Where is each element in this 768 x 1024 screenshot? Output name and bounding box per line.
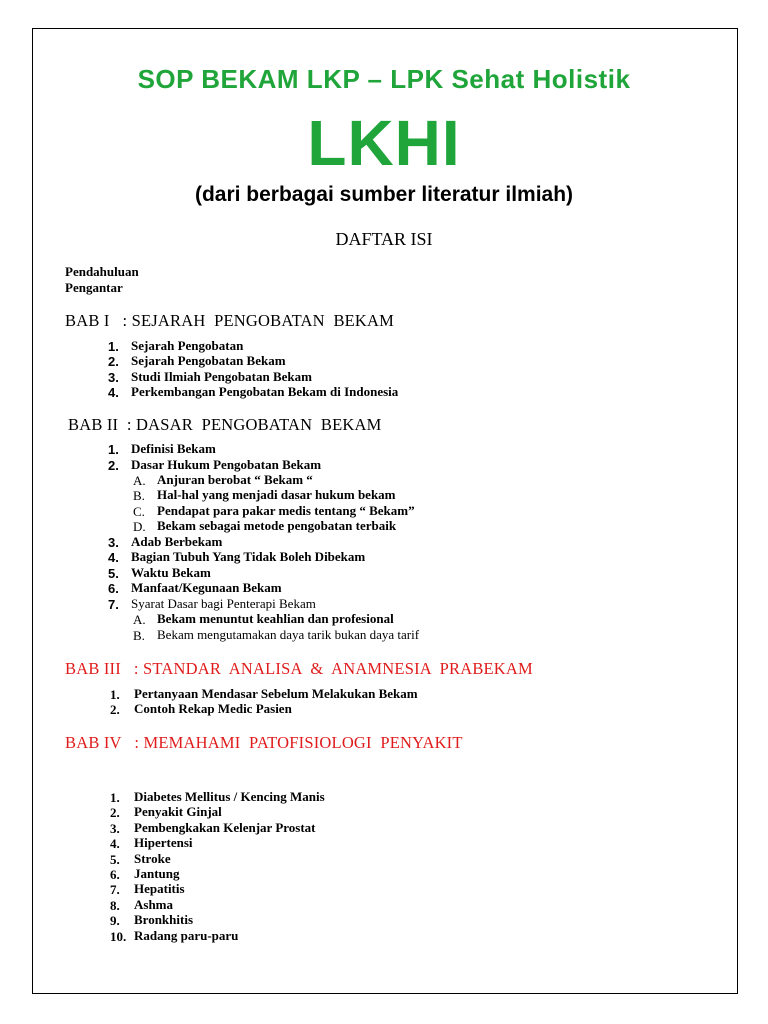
bab2-item-text: Bekam mengutamakan daya tarik bukan daya tarif — [157, 627, 420, 642]
bab2-item — [108, 457, 322, 475]
bab4-item-number: 9. — [110, 913, 120, 928]
bab3-item-number: 1. — [110, 687, 120, 702]
bab2-item-number: 2. — [108, 458, 119, 473]
document-acronym: LKHI — [307, 107, 461, 179]
bab2-item-number: C. — [133, 504, 145, 519]
bab2-item-text: Definisi Bekam — [131, 441, 216, 456]
bab4-item-text: Radang paru-paru — [134, 928, 239, 943]
bab4-item-number: 5. — [110, 852, 120, 867]
bab2-item-text: Adab Berbekam — [131, 534, 223, 549]
bab4-item-number: 7. — [110, 882, 120, 897]
bab4-item-number: 1. — [110, 790, 120, 805]
bab4-item-text: Ashma — [134, 897, 174, 912]
bab2-item-text: Anjuran berobat “ Bekam “ — [157, 472, 313, 487]
bab2-item-text: Syarat Dasar bagi Penterapi Bekam — [131, 596, 316, 611]
bab2-item-text: Bekam sebagai metode pengobatan terbaik — [157, 518, 397, 533]
bab4-item-number: 10. — [110, 929, 127, 944]
bab4-item-text: Hipertensi — [134, 835, 193, 850]
bab2-title: BAB II : DASAR PENGOBATAN BEKAM — [68, 415, 382, 434]
bab1-item-number: 3. — [108, 370, 119, 385]
bab3-item-text: Pertanyaan Mendasar Sebelum Melakukan Bekam — [134, 686, 418, 701]
bab2-item-number: 7. — [108, 597, 119, 612]
bab2-item-number: 1. — [108, 442, 119, 457]
bab3-item — [110, 701, 292, 719]
bab2-item-number: A. — [133, 612, 146, 627]
bab2-item-number: B. — [133, 488, 145, 503]
bab3-title: BAB III : STANDAR ANALISA & ANAMNESIA PRABEKAM — [65, 659, 533, 678]
bab2-item-text: Dasar Hukum Pengobatan Bekam — [131, 457, 322, 472]
bab2-item — [133, 627, 420, 645]
bab4-item-text: Hepatitis — [134, 881, 185, 896]
bab2-item-text: Hal-hal yang menjadi dasar hukum bekam — [157, 487, 396, 502]
bab2-item-number: 4. — [108, 550, 119, 565]
bab4-item-text: Stroke — [134, 851, 171, 866]
bab2-item-text: Waktu Bekam — [131, 565, 211, 580]
bab2-item-text: Pendapat para pakar medis tentang “ Bekam” — [157, 503, 415, 518]
bab1-item-number: 2. — [108, 354, 119, 369]
bab4-item-text: Jantung — [134, 866, 180, 881]
document-subtitle: (dari berbagai sumber literatur ilmiah) — [194, 183, 574, 206]
bab2-item-text: Bekam menuntut keahlian dan profesional — [157, 611, 394, 626]
bab3-item-number: 2. — [110, 702, 120, 717]
bab4-item-number: 3. — [110, 821, 120, 836]
toc-pengantar: Pengantar — [65, 280, 123, 295]
bab2-item-number: 5. — [108, 566, 119, 581]
bab4-item-number: 2. — [110, 805, 120, 820]
bab1-item-text: Perkembangan Pengobatan Bekam di Indonesia — [131, 384, 399, 399]
bab2-item-number: B. — [133, 628, 145, 643]
bab4-item-text: Bronkhitis — [134, 912, 194, 927]
bab1-item-number: 1. — [108, 339, 119, 354]
toc-pendahuluan: Pendahuluan — [65, 264, 139, 279]
bab2-item — [108, 596, 316, 614]
bab2-item-number: A. — [133, 473, 146, 488]
bab1-item-text: Sejarah Pengobatan Bekam — [131, 353, 286, 368]
bab4-item-number: 8. — [110, 898, 120, 913]
bab4-item-text: Diabetes Mellitus / Kencing Manis — [134, 789, 325, 804]
toc-heading: DAFTAR ISI — [335, 229, 433, 249]
bab2-item-text: Bagian Tubuh Yang Tidak Boleh Dibekam — [131, 549, 366, 564]
bab4-item-text: Pembengkakan Kelenjar Prostat — [134, 820, 316, 835]
document-title: SOP BEKAM LKP – LPK Sehat Holistik — [137, 64, 631, 94]
bab4-item — [110, 928, 239, 946]
bab1-item — [108, 384, 399, 402]
bab2-item-number: 3. — [108, 535, 119, 550]
bab1-item-text: Studi Ilmiah Pengobatan Bekam — [131, 369, 312, 384]
bab1-item-text: Sejarah Pengobatan — [131, 338, 244, 353]
bab1-title: BAB I : SEJARAH PENGOBATAN BEKAM — [65, 311, 395, 330]
bab4-item-text: Penyakit Ginjal — [134, 804, 222, 819]
bab2-item-text: Manfaat/Kegunaan Bekam — [131, 580, 282, 595]
bab4-item-number: 6. — [110, 867, 120, 882]
bab4-title: BAB IV : MEMAHAMI PATOFISIOLOGI PENYAKIT — [65, 733, 463, 752]
bab2-item-number: 6. — [108, 581, 119, 596]
bab4-item-number: 4. — [110, 836, 120, 851]
bab1-item-number: 4. — [108, 385, 119, 400]
bab3-item-text: Contoh Rekap Medic Pasien — [134, 701, 292, 716]
bab2-item-number: D. — [133, 519, 146, 534]
